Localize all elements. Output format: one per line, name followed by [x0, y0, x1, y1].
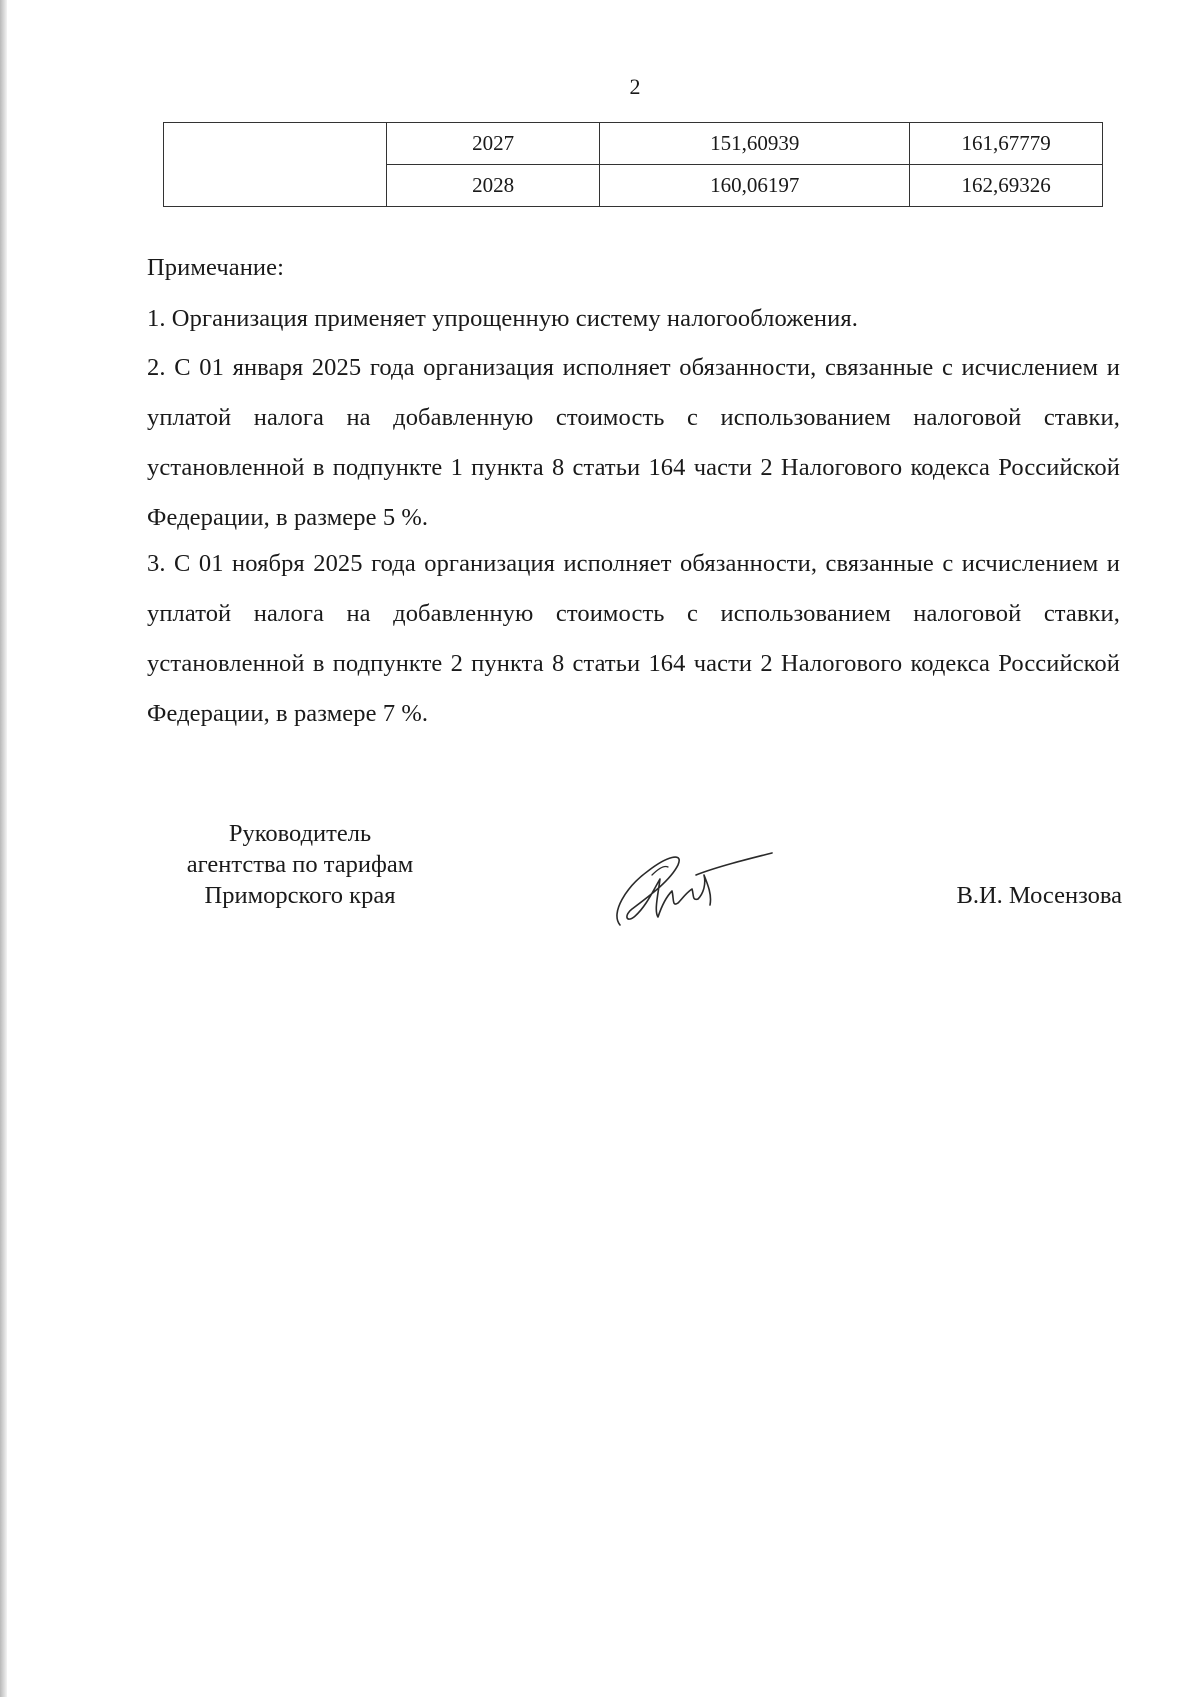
signatory-position-line: агентства по тарифам [186, 851, 414, 878]
table-cell-empty [164, 123, 387, 207]
signatory-position-line: Руководитель [228, 820, 372, 847]
signatory-position [150, 818, 450, 911]
note-item-3: 3. С 01 ноября 2025 года организация исполняет обязанности, связанные с исчислением и уплатой налога на добавленную стоимость с использованием налоговой ставки, установленной в подпункте 2 пункта 8 статьи 164 части 2 Налогового кодекса Российской Федерации, в размере 7 %. [147, 550, 1120, 727]
table-cell-value: 160,06197 [600, 165, 910, 207]
signatory-name: В.И. Мосензова [956, 882, 1122, 909]
tariff-table [163, 122, 1103, 207]
handwritten-signature [608, 835, 778, 935]
table-cell-value: 161,67779 [910, 123, 1103, 165]
table-cell-value: 162,69326 [910, 165, 1103, 207]
page-number: 2 [629, 74, 641, 99]
scan-edge [0, 0, 7, 1697]
note-item-1: 1. Организация применяет упрощенную систему налогообложения. [147, 305, 858, 332]
notes-title: Примечание: [147, 254, 285, 281]
table-cell-value: 151,60939 [600, 123, 910, 165]
note-item-2: 2. С 01 января 2025 года организация исполняет обязанности, связанные с исчислением и уплатой налога на добавленную стоимость с использованием налоговой ставки, установленной в подпункте 1 пункта 8 статьи 164 части 2 Налогового кодекса Российской Федерации, в размере 5 %. [147, 354, 1120, 531]
table-cell-year: 2028 [386, 165, 600, 207]
signatory-position-line: Приморского края [204, 882, 396, 909]
table-row [164, 123, 1103, 165]
table-cell-year: 2027 [386, 123, 600, 165]
